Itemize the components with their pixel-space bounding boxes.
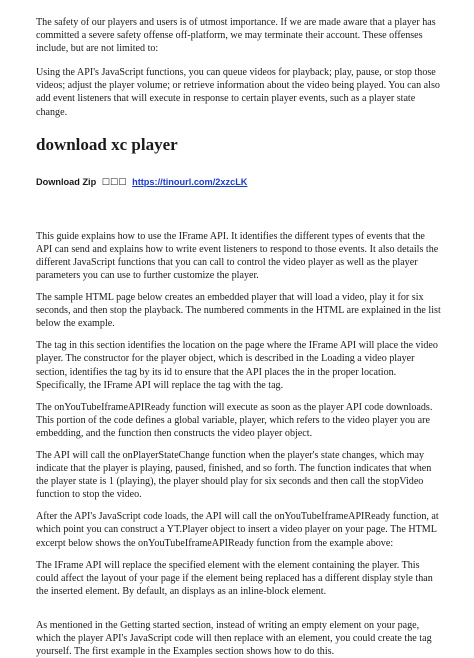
paragraph-api-ready: The onYouTubeIframeAPIReady function will execute as soon as the player API code downloads. This portion of the code defines a global variable, player, which refers to the video player you are embedding, and the function then constructs the video player object. [36, 401, 433, 439]
paragraph-guide-intro: This guide explains how to use the IFrame API. It identifies the different types of events that the API can send and explains how to write event listeners to respond to those events. It also details the different JavaScript functions that you can call to control the video player as well as the player parameters you can use to further customize the player. [36, 230, 439, 281]
paragraph-sample-html: The sample HTML page below creates an embedded player that will load a video, play it for six seconds, and then stop the playback. The numbered comments in the HTML are explained in the list below the example. [36, 292, 441, 330]
paragraph-getting-started: As mentioned in the Getting started section, instead of writing an empty element on your page, which the player API's JavaScript code will then replace with an element, you could create the tag yourself. The first example in the Examples section shows how to do this. [36, 619, 432, 658]
download-separator: ☐☐☐ [101, 176, 127, 187]
paragraph-safety: The safety of our players and users is of utmost importance. If we are made aware that a player has committed a severe safety offense off-platform, we may terminate their account. These offenses include, but are not limited to: [36, 17, 436, 55]
page-heading: download xc player [36, 134, 178, 154]
paragraph-after-load: After the API's JavaScript code loads, the API will call the onYouTubeIframeAPIReady function, at which point you can construct a YT.Player object to insert a video player on your page. The HTML excerpt below shows the onYouTubeIframeAPIReady function from the example above: [36, 511, 439, 549]
paragraph-replace-element: The IFrame API will replace the specified element with the element containing the player. This could affect the layout of your page if the element being replaced has a different display style than the inserted element. By default, an displays as an inline-block element. [36, 559, 433, 597]
download-link[interactable]: https://tinourl.com/2xzcLK [132, 176, 248, 187]
download-label: Download Zip [36, 176, 97, 187]
paragraph-tag-location: The tag in this section identifies the location on the page where the IFrame API will place the video player. The constructor for the player object, which is described in the Loading a video player section, identifies the tag by its id to ensure that the API places the in the proper location. Specifically, the IFrame API will replace the tag with the tag. [36, 340, 438, 391]
download-line [36, 176, 442, 188]
paragraph-api-functions: Using the API's JavaScript functions, you can queue videos for playback; play, pause, or stop those videos; adjust the player volume; or retrieve information about the video being played. You can also add event listeners that will execute in response to certain player events, such as a player state change. [36, 67, 440, 118]
paragraph-state-change: The API will call the onPlayerStateChange function when the player's state changes, which may indicate that the player is playing, paused, finished, and so forth. The function indicates that when the player state is 1 (playing), the player should play for six seconds and then call the stopVideo function to stop the video. [36, 449, 432, 501]
document-page [36, 8, 442, 658]
